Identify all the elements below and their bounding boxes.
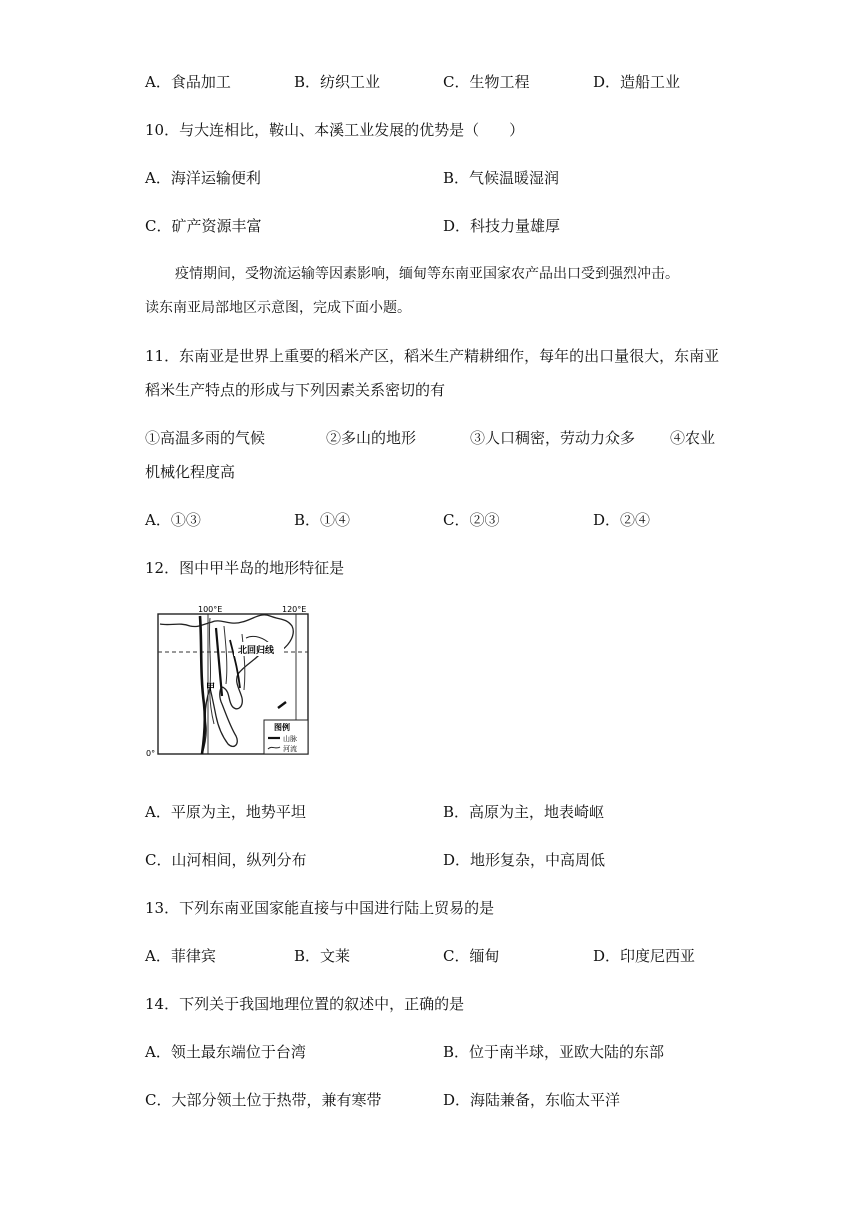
- q13-option-b: B．文莱: [294, 947, 351, 965]
- intro-line-2: 读东南亚局部地区示意图，完成下面小题。: [145, 300, 411, 316]
- q9-option-c: C．生物工程: [443, 73, 530, 91]
- intro-line-1: 疫情期间，受物流运输等因素影响，缅甸等东南亚国家农产品出口受到强烈冲击。: [175, 266, 679, 282]
- q12-option-c: C．山河相间，纵列分布: [145, 851, 307, 869]
- southeast-asia-map: [146, 604, 310, 766]
- q10-option-c: C．矿产资源丰富: [145, 217, 262, 235]
- q14-stem: 14．下列关于我国地理位置的叙述中，正确的是: [145, 995, 465, 1013]
- q11-stem-line-2: 稻米生产特点的形成与下列因素关系密切的有: [145, 381, 446, 399]
- q14-option-c: C．大部分领土位于热带，兼有寒带: [145, 1091, 382, 1109]
- legend-title: 图例: [274, 723, 290, 732]
- q10-option-a: A．海洋运输便利: [145, 169, 261, 187]
- q12-option-d: D．地形复杂，中高周低: [443, 851, 606, 869]
- q13-option-d: D．印度尼西亚: [593, 947, 696, 965]
- q12-option-b: B．高原为主，地表崎岖: [443, 803, 605, 821]
- q13-option-a: A．菲律宾: [145, 947, 216, 965]
- q11-stem-line-1: 11．东南亚是世界上重要的稻米产区，稻米生产精耕细作，每年的出口量很大，东南亚: [145, 347, 720, 365]
- q9-option-a: A．食品加工: [145, 73, 231, 91]
- q11-factor-2: ②多山的地形: [326, 429, 417, 447]
- q11-factor-4: ④农业: [670, 429, 716, 447]
- q14-option-d: D．海陆兼备，东临太平洋: [443, 1091, 621, 1109]
- q9-option-d: D．造船工业: [593, 73, 681, 91]
- q14-option-b: B．位于南半球，亚欧大陆的东部: [443, 1043, 665, 1061]
- q13-stem: 13．下列东南亚国家能直接与中国进行陆上贸易的是: [145, 899, 495, 917]
- q10-option-d: D．科技力量雄厚: [443, 217, 561, 235]
- legend-river-label: 河流: [283, 745, 297, 753]
- q14-option-a: A．领土最东端位于台湾: [145, 1043, 306, 1061]
- q11-option-d: D．②④: [593, 511, 651, 529]
- peninsula-label: 甲: [206, 683, 216, 693]
- q11-factor-1: ①高温多雨的气候: [145, 429, 266, 447]
- q13-option-c: C．缅甸: [443, 947, 500, 965]
- q11-factor-3: ③人口稠密，劳动力众多: [470, 429, 636, 447]
- q10-stem: 10．与大连相比，鞍山、本溪工业发展的优势是（ ）: [145, 121, 525, 139]
- q11-option-b: B．①④: [294, 511, 351, 529]
- q10-option-b: B．气候温暖湿润: [443, 169, 560, 187]
- q11-factor-4-cont: 机械化程度高: [145, 463, 236, 481]
- lon-label-120e: 120°E: [282, 605, 307, 614]
- tropic-label: 北回归线: [238, 646, 275, 656]
- lon-label-100e: 100°E: [198, 605, 223, 614]
- lat-label-0: 0°: [146, 749, 156, 758]
- q12-stem: 12．图中甲半岛的地形特征是: [145, 559, 345, 577]
- q12-option-a: A．平原为主，地势平坦: [145, 803, 306, 821]
- q11-option-c: C．②③: [443, 511, 500, 529]
- q11-option-a: A．①③: [145, 511, 201, 529]
- q9-option-b: B．纺织工业: [294, 73, 381, 91]
- legend-mountain-label: 山脉: [283, 735, 297, 743]
